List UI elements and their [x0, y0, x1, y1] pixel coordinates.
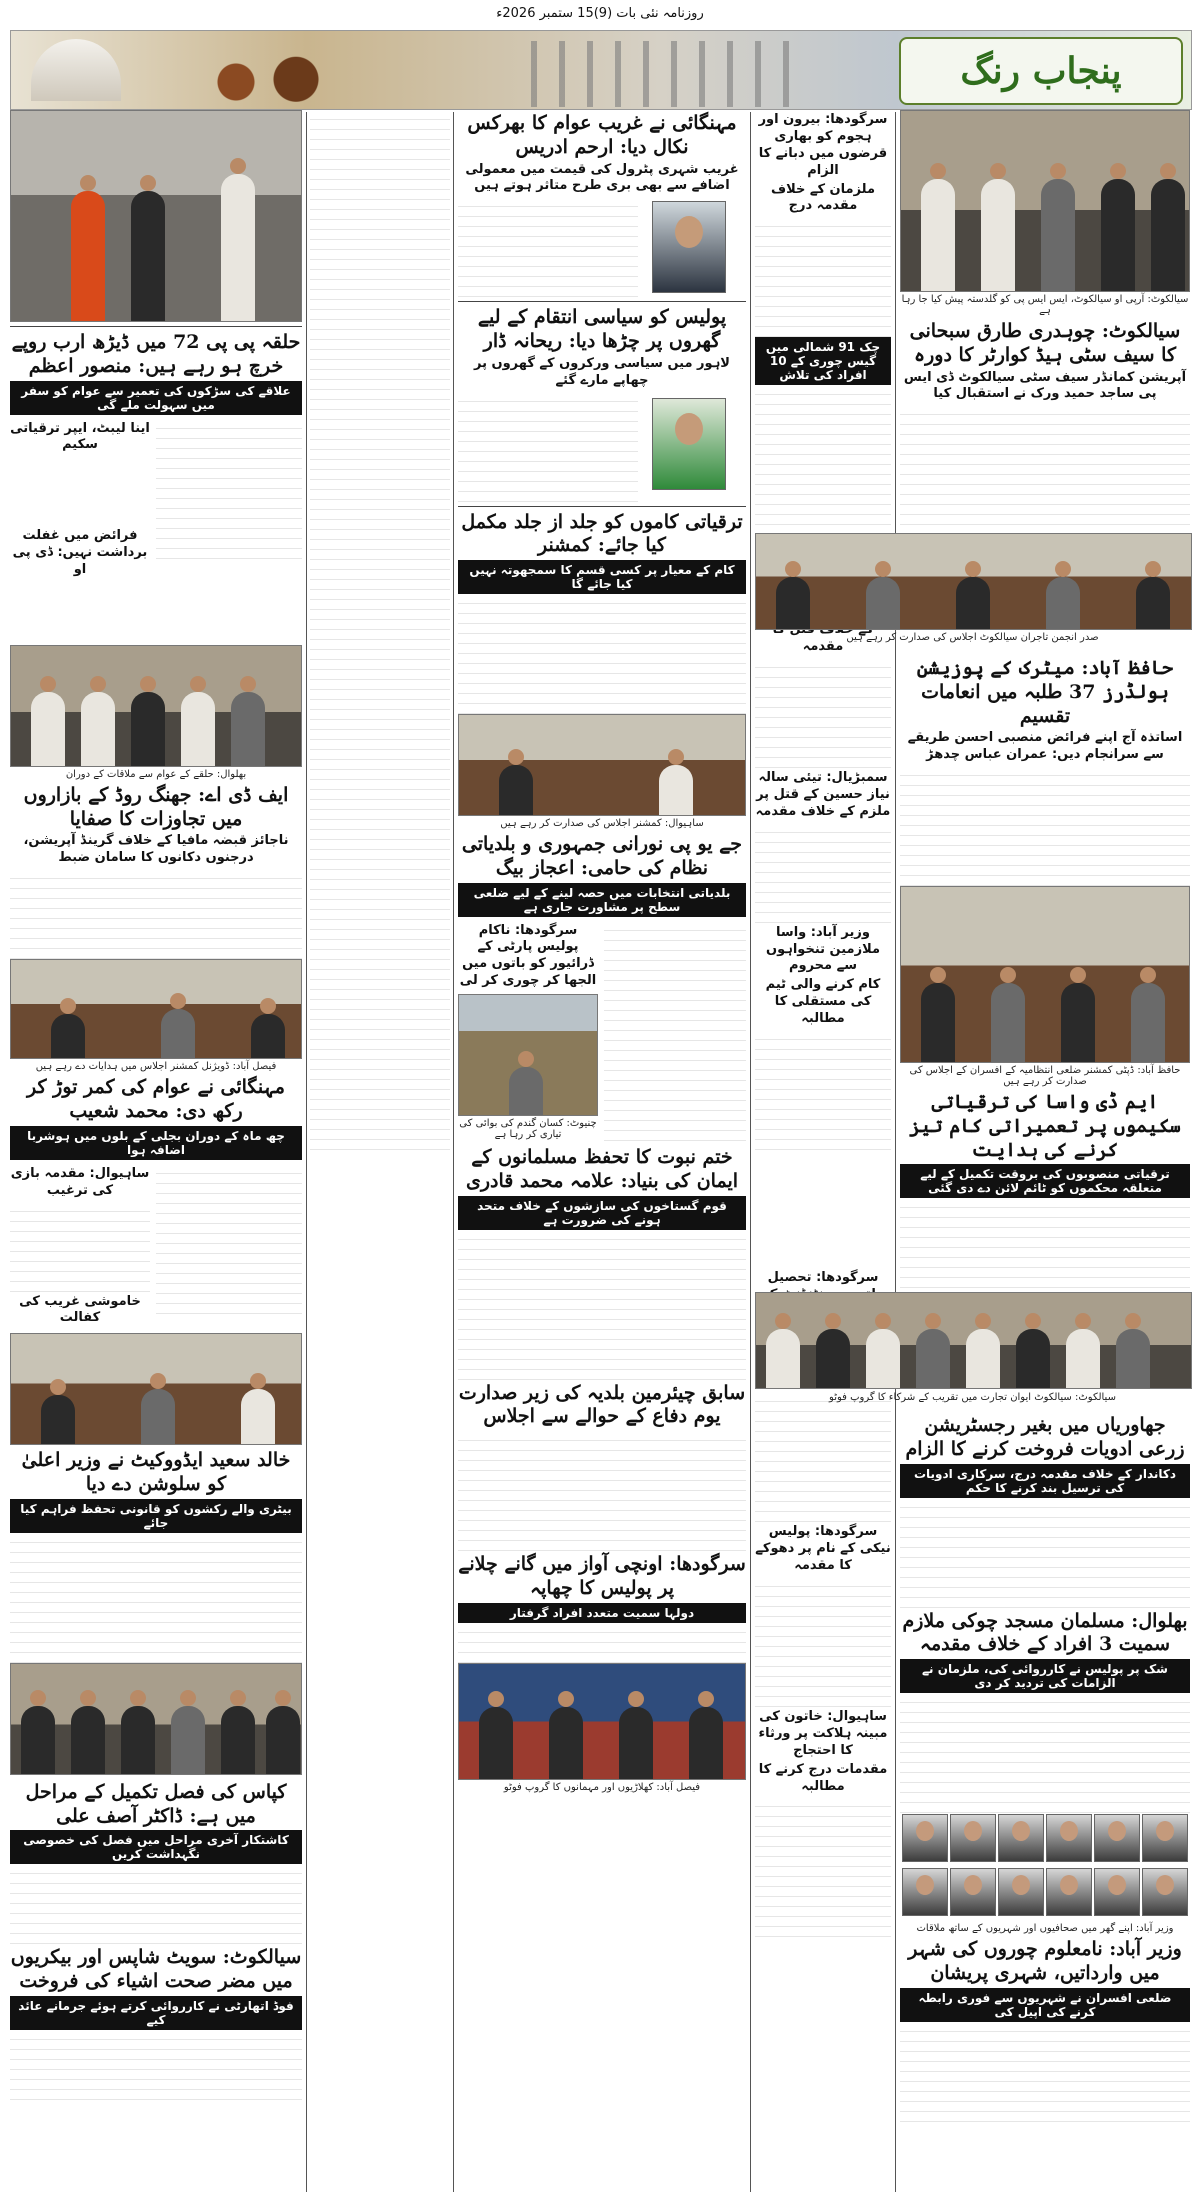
welcome-photo — [900, 110, 1190, 292]
article-body — [755, 1577, 891, 1707]
subheadline: ساہیوال: خاتون کی مبینہ ہلاکت پر ورثاء کا احتجاج — [758, 1708, 888, 1758]
person-figure — [21, 1706, 55, 1774]
column-right-lower — [900, 655, 1190, 1328]
portrait-photo — [652, 398, 726, 490]
player-figure — [549, 1707, 583, 1778]
photo-caption: صدر انجمن تاجران سیالکوٹ اجلاس کی صدارت کر رہے ہیں — [846, 632, 1099, 643]
street-photo — [10, 110, 302, 322]
headline: جے یو پی نورانی جمہوری و بلدیاتی نظام کی حامی: اعجاز بیگ — [461, 833, 743, 879]
subheadline: کام کے معیار پر کسی قسم کا سمجھوتہ نہیں کیا جائے گا — [458, 560, 746, 594]
headshot-photo — [1094, 1868, 1140, 1916]
photo-caption: ساہیوال: کمشنر اجلاس کی صدارت کر رہے ہیں — [500, 818, 704, 830]
headline: سرگودھا: اونچی آواز میں گانے چلانے پر پولیس کا چھاپہ — [458, 1553, 746, 1599]
divider — [458, 506, 746, 507]
subheadline: دکاندار کے خلاف مقدمہ درج، سرکاری ادویات کی ترسیل بند کرنے کا حکم — [900, 1464, 1190, 1498]
subheadline: خاموشی غریب کی کفالت — [19, 1293, 141, 1326]
group-photo — [10, 1663, 302, 1775]
player-figure — [689, 1707, 723, 1778]
subheadline: غریب شہری پٹرول کی قیمت میں معمولی اضافے سے بھی بری طرح متاثر ہوتے ہیں — [465, 161, 739, 194]
meeting-photo — [10, 645, 302, 767]
subheadline: لاہور میں سیاسی ورکروں کے گھروں پر چھاپے مارے گئے — [474, 355, 730, 388]
headline: ترقیاتی کاموں کو جلد از جلد مکمل کیا جائے: کمشنر — [461, 510, 743, 557]
dateline: روزنامہ نئی بات (9)15 ستمبر 2026ء — [496, 6, 704, 21]
person-figure — [81, 692, 115, 766]
person-figure — [171, 1706, 205, 1774]
rider-figure — [131, 191, 165, 321]
person-figure — [31, 692, 65, 766]
person-figure — [981, 179, 1015, 291]
person-figure — [866, 577, 900, 629]
person-figure — [659, 765, 693, 815]
person-figure — [866, 1329, 900, 1388]
divider — [10, 326, 302, 327]
headline: حافظ آباد: میٹرک کے پوزیشن ہولڈرز 37 طلبہ میں انعامات تقسیم — [916, 657, 1174, 727]
rickshaw-figure — [221, 174, 255, 321]
person-figure — [1041, 179, 1075, 291]
article-body — [458, 594, 746, 714]
headshot-photo — [1046, 1814, 1092, 1862]
section-brand — [899, 37, 1183, 105]
rescue-rider-figure — [71, 191, 105, 321]
person-figure — [241, 1389, 275, 1444]
conference-photo — [900, 886, 1190, 1063]
subheadline: ملزمان کے خلاف مقدمہ درج — [770, 181, 876, 214]
meeting-photo — [458, 714, 746, 816]
article-body — [755, 217, 891, 337]
player-figure — [479, 1707, 513, 1778]
subheadline: وزیر آباد: واسا ملازمین تنخواہوں سے محروم — [765, 924, 880, 974]
pottery-illustration — [191, 49, 341, 104]
headline: پولیس کو سیاسی انتقام کے لیے گھروں پر چڑھا دیا: ریحانہ ڈار — [477, 306, 727, 353]
column-left — [10, 110, 302, 2195]
meeting-photo — [755, 533, 1192, 630]
article-body — [755, 1392, 891, 1522]
headshot-photo — [1142, 1814, 1188, 1862]
headline: خالد سعید ایڈووکیٹ نے وزیر اعلیٰ کو سلوشن دے دیا — [21, 1449, 291, 1496]
person-figure — [1136, 577, 1170, 629]
headline: مہنگائی نے غریب عوام کا بھرکس نکال دیا: ارحم ادریس — [467, 112, 737, 158]
article-body — [10, 1864, 302, 1944]
subheadline: فرائض میں غفلت برداشت نہیں: ڈی پی او — [12, 528, 148, 578]
subheadline: ترقیاتی منصوبوں کی بروقت تکمیل کے لیے متعلقہ محکموں کو ٹائم لائن دے دی گئی — [900, 1164, 1190, 1198]
person-figure — [956, 577, 990, 629]
photo-caption: فیصل آباد: ڈویژنل کمشنر اجلاس میں ہدایات دے رہے ہیں — [35, 1061, 277, 1073]
column-center-right — [755, 110, 891, 2195]
article-body — [458, 1230, 746, 1380]
divider — [458, 301, 746, 302]
headline: سابق چیئرمین بلدیہ کی زیر صدارت یوم دفاع کے حوالے سے اجلاس — [458, 1381, 746, 1428]
person-figure — [1066, 1329, 1100, 1388]
headline: ایف ڈی اے: جھنگ روڈ کے بازاروں میں تجاوزات کا صفایا — [23, 783, 289, 830]
photo-caption: وزیر آباد: اپنے گھر میں صحافیوں اور شہریوں کے ساتھ ملاقات — [916, 1923, 1174, 1934]
headline: ختم نبوت کا تحفظ مسلمانوں کے ایمان کی بنیاد: علامہ محمد قادری — [465, 1146, 739, 1192]
masthead-banner — [10, 30, 1192, 110]
person-figure — [131, 692, 165, 766]
person-figure — [1046, 577, 1080, 629]
column-rule — [750, 112, 751, 2192]
headshot-photo — [902, 1868, 948, 1916]
headline: سیالکوٹ: سویٹ شاپس اور بیکریوں میں مضر صحت اشیاء کی فروخت — [10, 1946, 302, 1993]
person-figure — [231, 692, 265, 766]
column-rule — [306, 112, 307, 2192]
person-figure — [266, 1706, 300, 1774]
article-body — [755, 385, 891, 535]
article-body — [755, 1797, 891, 1937]
subheadline: کام کرنے والی ٹیم کی مستقلی کا مطالبہ — [765, 977, 881, 1027]
subheadline: آپریشن کمانڈر سیف سٹی سیالکوٹ ڈی ایس پی ساجد حمید ورک نے استقبال کیا — [903, 369, 1187, 402]
person-figure — [916, 1329, 950, 1388]
person-figure — [816, 1329, 850, 1388]
subheadline: کاشتکار آخری مراحل میں فصل کی خصوصی نگہداشت کریں — [10, 1830, 302, 1864]
headline: حلقہ پی پی 72 میں ڈیڑھ ارب روپے خرچ ہو رہے ہیں: منصور اعظم — [11, 331, 301, 377]
headline: کپاس کی فصل تکمیل کے مراحل میں ہے: ڈاکٹر آصف علی — [25, 1780, 287, 1827]
photo-caption: سیالکوٹ: سیالکوٹ ایوان تجارت میں تقریب کے شرکاء کا گروپ فوٹو — [829, 1392, 1116, 1403]
article-body — [310, 110, 450, 1150]
photo-caption: چنیوٹ: کسان گندم کی بوائی کی تیاری کر رہا ہے — [459, 1118, 597, 1141]
article-body — [755, 1030, 891, 1150]
photo-caption: بھلوال: حلقے کے عوام سے ملاقات کے دوران — [65, 768, 247, 780]
subheadline: قوم گستاخوں کی سازشوں کے خلاف متحد ہونے کی ضرورت ہے — [458, 1196, 746, 1230]
subheadline: اساتذہ آج اپنے فرائض منصبی احسن طریقے سے سرانجام دیں: عمران عباس چدھڑ — [907, 730, 1183, 763]
article-body — [458, 1623, 746, 1663]
photo-caption: حافظ آباد: ڈپٹی کمشنر ضلعی انتظامیہ کے افسران کے اجلاس کی صدارت کر رہے ہیں — [909, 1065, 1181, 1088]
person-figure — [921, 983, 955, 1062]
office-photo — [10, 959, 302, 1059]
column-rule — [453, 112, 454, 2192]
article-body — [900, 766, 1190, 886]
person-figure — [499, 765, 533, 815]
headline: چک 91 شمالی میں گیس چوری کے 10 افراد کی تلاش — [755, 337, 891, 385]
subheadline: مقدمات درج کرنے کا مطالبہ — [758, 1761, 888, 1794]
headshot-photo — [902, 1814, 948, 1862]
person-figure — [991, 983, 1025, 1062]
person-figure — [1116, 1329, 1150, 1388]
article-body — [755, 658, 891, 768]
subheadline: دولہا سمیت متعدد افراد گرفتار — [458, 1603, 746, 1623]
headline: ایم ڈی واسا کی ترقیاتی سکیموں پر تعمیراتی کام تیز کرنے کی ہدایت — [909, 1091, 1181, 1161]
industry-illustration — [531, 41, 791, 107]
article-body — [900, 1693, 1190, 1813]
portrait-photo — [652, 201, 726, 293]
article-body — [10, 581, 150, 641]
article-body — [10, 456, 150, 526]
person-figure — [1016, 1329, 1050, 1388]
column-center-left — [310, 110, 450, 2195]
subheadline: شک پر پولیس نے کارروائی کی، ملزمان نے الزامات کی تردید کر دی — [900, 1659, 1190, 1693]
article-body — [900, 405, 1190, 535]
subheadline: ناجائز قبضہ مافیا کے خلاف گرینڈ آپریشن، درجنوں دکانوں کا سامان ضبط — [23, 833, 289, 866]
subheadline: سرگودھا: بیرون اور ہجوم کو بھاری قرضوں میں دبانے کا الزام — [758, 112, 888, 178]
subheadline: علاقے کی سڑکوں کی تعمیر سے عوام کو سفر میں سہولت ملے گی — [10, 381, 302, 415]
subheadline: سرگودھا: پولیس نیکی کے نام پر دھوکے کا مقدمہ — [755, 1524, 891, 1574]
subheadline: اینا لیبٹ، ایپر ترقیاتی سکیم — [10, 420, 150, 453]
subheadline: مقدمہ — [802, 639, 844, 655]
farmer-photo — [458, 994, 598, 1116]
group-photo — [755, 1292, 1192, 1389]
person-figure — [1101, 179, 1135, 291]
person-figure — [921, 179, 955, 291]
headshot-photo — [1142, 1868, 1188, 1916]
subheadline: ساہیوال: مقدمہ بازی کی ترغیب — [10, 1165, 150, 1198]
sports-photo — [458, 1663, 746, 1780]
subheadline: ضلعی افسران نے شہریوں سے فوری رابطہ کرنے کی اپیل کی — [900, 1988, 1190, 2022]
headshot-photo — [1094, 1814, 1140, 1862]
person-figure — [776, 577, 810, 629]
headshot-grid — [900, 1813, 1190, 1921]
article-body — [900, 2022, 1190, 2122]
headshot-photo — [950, 1814, 996, 1862]
subheadline: سرگودھا: تحصیل — [767, 1270, 879, 1286]
article-body — [10, 869, 302, 959]
farmer-figure — [509, 1067, 543, 1115]
article-body — [156, 1164, 302, 1314]
subheadline: فوڈ اتھارٹی نے کارروائی کرتے ہوئے جرمانے عائد کیے — [10, 1996, 302, 2030]
person-figure — [221, 1706, 255, 1774]
headline: جھاوریاں میں بغیر رجسٹریشن زرعی ادویات فروخت کرنے کا الزام — [905, 1414, 1185, 1460]
article-body — [458, 392, 638, 502]
headline: بھلوال: مسلمان مسجد چوکی ملازم سمیت 3 افراد کے خلاف مقدمہ — [902, 1609, 1188, 1656]
person-figure — [51, 1014, 85, 1058]
person-figure — [1151, 179, 1185, 291]
headshot-photo — [998, 1814, 1044, 1862]
headshot-photo — [950, 1868, 996, 1916]
person-figure — [181, 692, 215, 766]
headshot-photo — [1046, 1868, 1092, 1916]
person-figure — [161, 1009, 195, 1058]
column-center — [458, 110, 746, 2195]
photo-caption: فیصل آباد: کھلاڑیوں اور مہمانوں کا گروپ فوٹو — [503, 1781, 701, 1793]
headline: وزیر آباد: نامعلوم چوروں کی شہر میں وارداتیں، شہری پریشان — [908, 1938, 1182, 1984]
article-body — [458, 1431, 746, 1551]
article-body — [10, 1202, 150, 1292]
person-figure — [251, 1014, 285, 1058]
subheadline: سمبڑیال: تیئی سالہ نیاز حسین کے قتل پر ملزم کے خلاف مقدمہ — [755, 770, 891, 819]
person-figure — [966, 1329, 1000, 1388]
office-photo — [10, 1333, 302, 1445]
subheadline: بلدیاتی انتخابات میں حصہ لینے کے لیے ضلعی سطح پر مشاورت جاری ہے — [458, 883, 746, 917]
article-body — [10, 1533, 302, 1663]
article-body — [10, 2030, 302, 2100]
monument-illustration — [31, 39, 121, 101]
person-figure — [1131, 983, 1165, 1062]
article-body — [900, 1498, 1190, 1608]
column-right-bottom — [900, 1412, 1190, 2122]
column-rule — [895, 112, 896, 2192]
article-body — [458, 197, 638, 297]
headline: مہنگائی نے عوام کی کمر توڑ کر رکھ دی: محمد شعیب — [27, 1076, 285, 1122]
headshot-photo — [998, 1868, 1044, 1916]
person-figure — [121, 1706, 155, 1774]
photo-caption: سیالکوٹ: آرپی او سیالکوٹ، ایس ایس پی کو گلدستہ پیش کیا جا رہا ہے — [901, 294, 1189, 316]
person-figure — [41, 1395, 75, 1445]
player-figure — [619, 1707, 653, 1778]
article-body — [156, 419, 302, 559]
subheadline: بیٹری والے رکشوں کو قانونی تحفظ فراہم کیا جائے — [10, 1499, 302, 1533]
person-figure — [141, 1389, 175, 1444]
subheadline: چھ ماہ کے دوران بجلی کے بلوں میں ہوشربا اضافہ ہوا — [10, 1126, 302, 1160]
person-figure — [1061, 983, 1095, 1062]
section-title: پنجاب رنگ — [960, 50, 1122, 92]
article-body — [604, 921, 746, 1141]
subheadline: سرگودھا: ناکام پولیس پارٹی کے ڈرائیور کو باتوں میں الجھا کر چوری کر لی — [459, 922, 597, 989]
headline: سیالکوٹ: چوہدری طارق سبحانی کا سیف سٹی ہیڈ کوارٹر کا دورہ — [909, 320, 1181, 366]
person-figure — [766, 1329, 800, 1388]
person-figure — [71, 1706, 105, 1774]
article-body — [755, 823, 891, 923]
